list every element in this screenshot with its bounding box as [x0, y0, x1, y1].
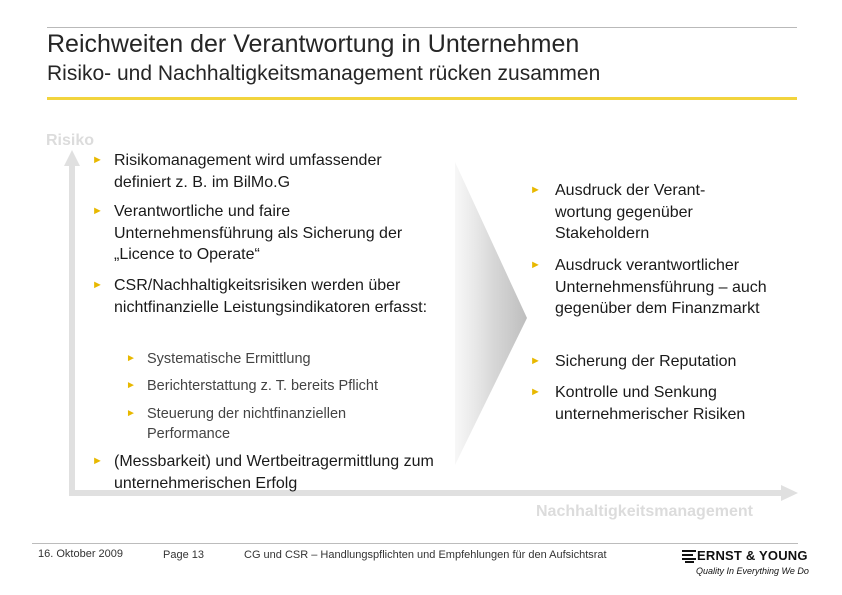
- right-bullet-1: [530, 180, 730, 245]
- sub-bullet-2: [126, 376, 426, 396]
- sub-bullet-2-text: Berichterstattung z. T. bereits Pflicht: [147, 378, 379, 394]
- left-bullet-3-text: CSR/Nachhaltigkeitsrisiken werden über nichtfinanzielle Leistungsindikatoren erfasst:: [114, 277, 428, 316]
- y-axis: [69, 164, 75, 496]
- slide-title: Reichweiten der Verantwortung in Unternehmen: [47, 30, 580, 58]
- logo-name: ERNST & YOUNG: [697, 548, 808, 563]
- right-bullet-2: [530, 255, 770, 320]
- triangle-bullet-icon: ►: [92, 279, 103, 291]
- sub-bullet-3: [126, 404, 396, 444]
- triangle-bullet-icon: ►: [126, 353, 136, 364]
- triangle-bullet-icon: ►: [92, 455, 103, 467]
- x-axis-arrowhead: [781, 485, 798, 501]
- right-bullet-4: [530, 382, 750, 425]
- ey-logo-bars-icon: [682, 550, 696, 563]
- y-axis-label: Risiko: [46, 132, 95, 149]
- footer-page: Page 13: [163, 549, 204, 561]
- left-bullet-1-text: Risikomanagement wird umfassender definiert z. B. im BilMo.G: [114, 152, 382, 191]
- slide-subtitle: Risiko- und Nachhaltigkeitsmanagement rücken zusammen: [47, 62, 601, 85]
- triangle-bullet-icon: ►: [530, 259, 541, 271]
- triangle-bullet-icon: ►: [92, 154, 103, 166]
- triangle-bullet-icon: ►: [92, 205, 103, 217]
- left-bullet-4: [92, 451, 452, 494]
- footer-date: 16. Oktober 2009: [38, 548, 124, 560]
- triangle-bullet-icon: ►: [530, 355, 541, 367]
- y-axis-arrowhead: [64, 150, 80, 166]
- x-axis-label: Nachhaltigkeitsmanagement: [536, 503, 753, 520]
- sub-bullet-1-text: Systematische Ermittlung: [147, 351, 311, 367]
- left-bullet-4-text: (Messbarkeit) und Wertbeitragermittlung zum unternehmerischen Erfolg: [114, 453, 434, 492]
- right-bullet-1-text: Ausdruck der Verant-wortung gegenüber Stakeholdern: [555, 182, 706, 242]
- left-bullet-3: [92, 275, 442, 318]
- logo-tagline: Quality In Everything We Do: [696, 566, 809, 576]
- left-bullet-1: [92, 150, 432, 193]
- footer-description: CG und CSR – Handlungspflichten und Empfehlungen für den Aufsichtsrat: [244, 549, 607, 561]
- sub-bullet-3-text: Steuerung der nichtfinanziellen Performance: [147, 406, 347, 442]
- triangle-bullet-icon: ►: [530, 184, 541, 196]
- triangle-bullet-icon: ►: [126, 380, 136, 391]
- triangle-bullet-icon: ►: [530, 386, 541, 398]
- left-bullet-2: [92, 201, 442, 266]
- footer-rule: [32, 543, 798, 544]
- right-bullet-3-text: Sicherung der Reputation: [555, 353, 737, 370]
- right-bullet-4-text: Kontrolle und Senkung unternehmerischer Risiken: [555, 384, 746, 423]
- triangle-bullet-icon: ►: [126, 408, 136, 419]
- right-bullet-3: [530, 351, 790, 373]
- central-arrow: [455, 162, 527, 465]
- left-bullet-2-text: Verantwortliche und faire Unternehmensführung als Sicherung der „Licence to Operate“: [114, 203, 403, 263]
- right-bullet-2-text: Ausdruck verantwortlicher Unternehmensführung – auch gegenüber dem Finanzmarkt: [555, 257, 767, 317]
- sub-bullet-1: [126, 349, 426, 369]
